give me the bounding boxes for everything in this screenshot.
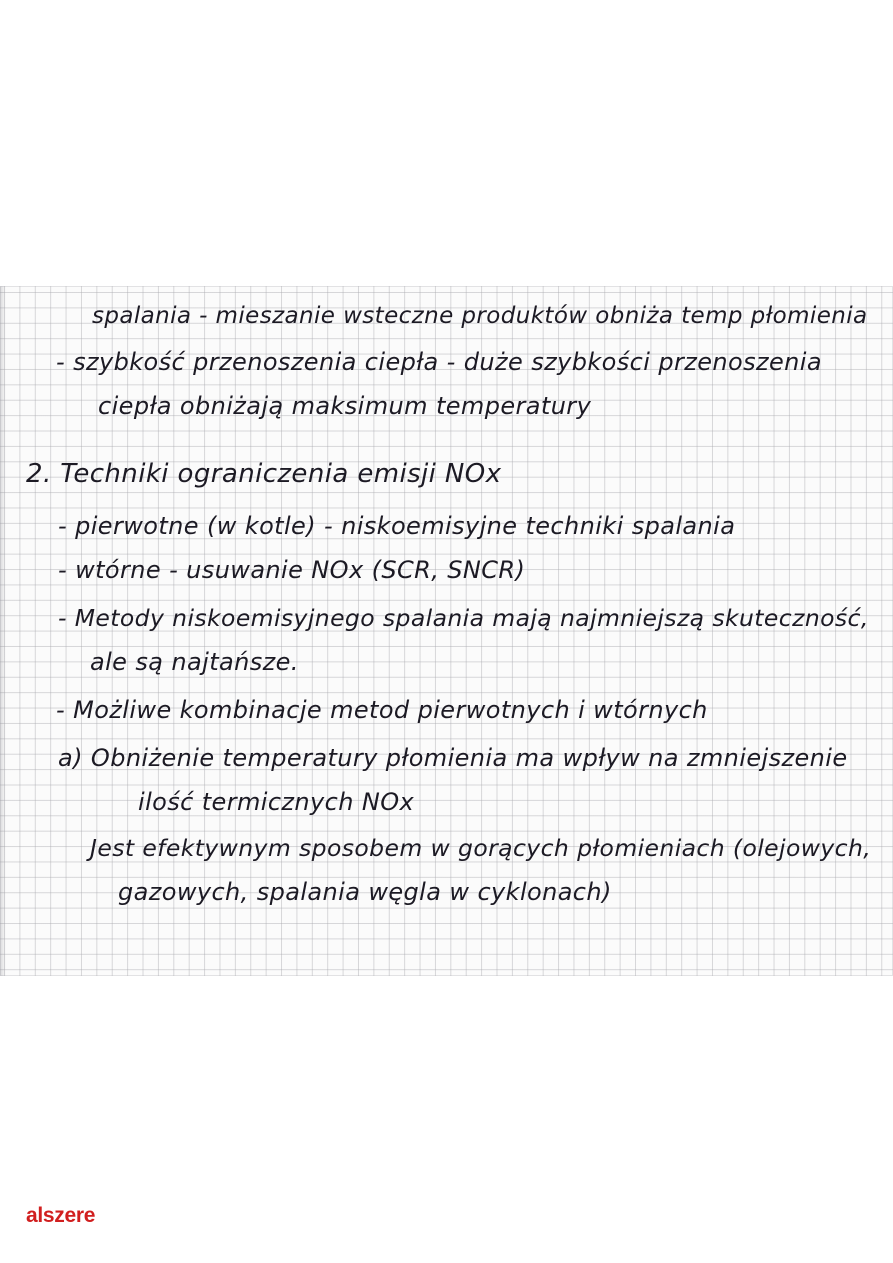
- notebook-page: [0, 286, 893, 976]
- note-line-8: ale są najtańsze.: [90, 648, 299, 676]
- note-line-11: ilość termicznych NOx: [138, 788, 415, 816]
- watermark-logo: alszere: [26, 1204, 96, 1227]
- note-line-5: - pierwotne (w kotle) - niskoemisyjne techniki spalania: [58, 512, 736, 540]
- note-line-1: spalania - mieszanie wsteczne produktów obniża temp płomienia: [92, 303, 868, 329]
- note-line-7: - Metody niskoemisyjnego spalania mają najmniejszą skuteczność,: [58, 604, 869, 632]
- note-line-3: ciepła obniżają maksimum temperatury: [98, 392, 592, 420]
- note-line-6: - wtórne - usuwanie NOx (SCR, SNCR): [58, 556, 526, 584]
- note-line-2: - szybkość przenoszenia ciepła - duże szybkości przenoszenia: [56, 348, 822, 376]
- note-line-12: Jest efektywnym sposobem w gorących płomieniach (olejowych,: [90, 834, 872, 862]
- section-heading: 2. Techniki ograniczenia emisji NOx: [26, 459, 502, 489]
- note-line-13: gazowych, spalania węgla w cyklonach): [118, 878, 612, 906]
- note-line-9: - Możliwe kombinacje metod pierwotnych i wtórnych: [56, 696, 708, 724]
- note-line-10: a) Obniżenie temperatury płomienia ma wpływ na zmniejszenie: [58, 744, 848, 772]
